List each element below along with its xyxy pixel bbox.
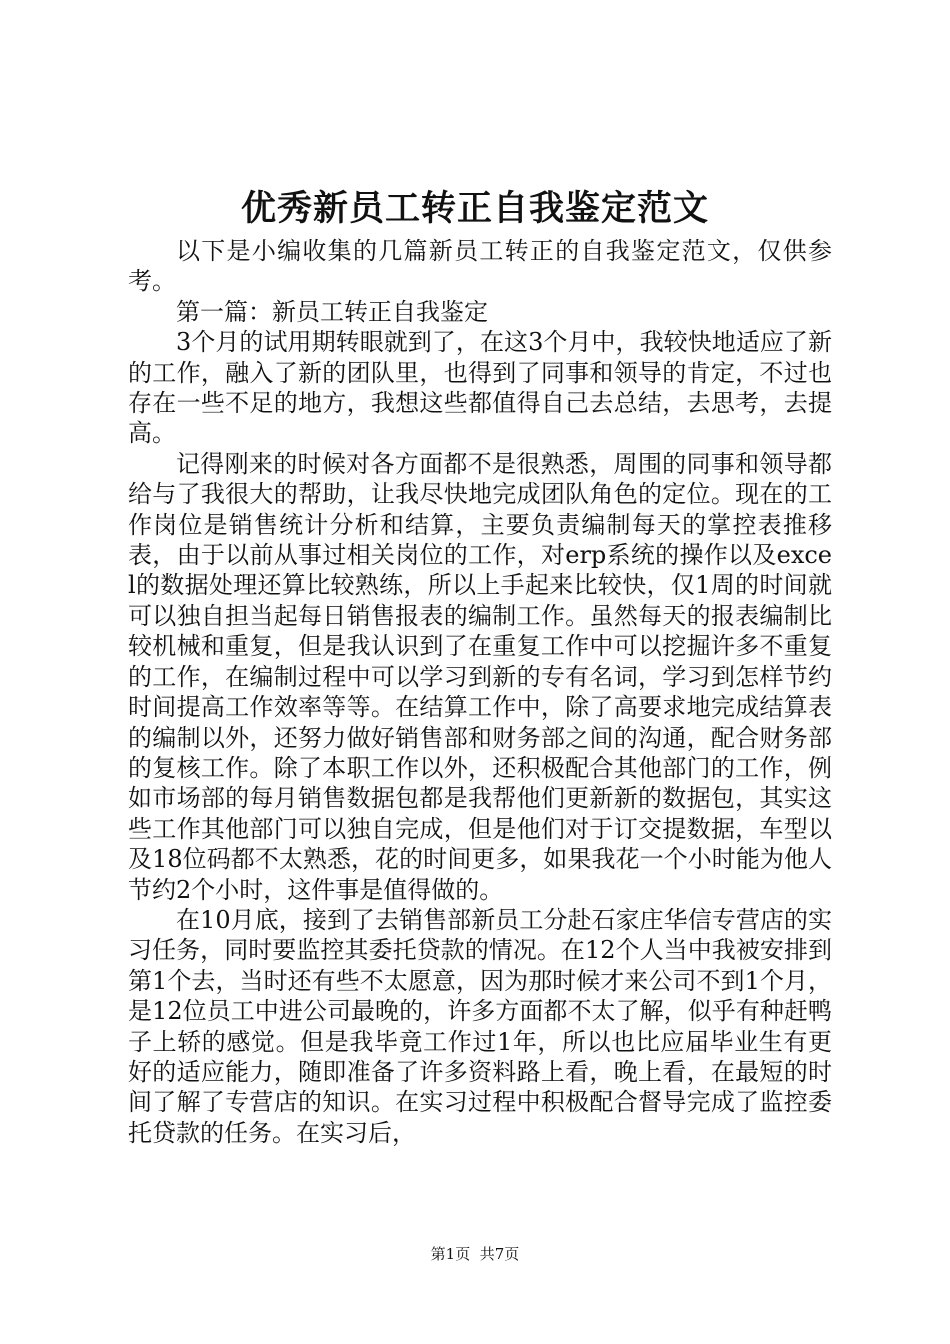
page-footer (0, 1244, 950, 1264)
document-title: 优秀新员工转正自我鉴定范文 (240, 189, 709, 229)
total-pages: 共7页 (479, 1245, 520, 1263)
document-body (128, 236, 832, 1148)
body-paragraph: 在10月底，接到了去销售部新员工分赴石家庄华信专营店的实习任务，同时要监控其委托贷款的情况。在12个人当中我被安排到第1个去，当时还有些不太愿意，因为那时候才来公司不到1个月，是12位员工中进公司最晚的，许多方面都不太了解，似乎有种赶鸭子上轿的感觉。但是我毕竟工作过1年，所以也比应届毕业生有更好的适应能力，随即准备了许多资料路上看，晚上看，在最短的时间了解了专营店的知识。在实习过程中积极配合督导完成了监控委托贷款的任务。在实习后， (128, 905, 832, 1147)
intro-paragraph: 以下是小编收集的几篇新员工转正的自我鉴定范文，仅供参考。 (128, 237, 832, 296)
section-heading: 第一篇：新员工转正自我鉴定 (176, 297, 488, 326)
body-paragraph: 记得刚来的时候对各方面都不是很熟悉，周围的同事和领导都给与了我很大的帮助，让我尽快地完成团队角色的定位。现在的工作岗位是销售统计分析和结算，主要负责编制每天的掌控表推移表，由于以前从事过相关岗位的工作，对erp系统的操作以及excel的数据处理还算比较熟练，所以上手起来比较快，仅1周的时间就可以独自担当起每日销售报表的编制工作。虽然每天的报表编制比较机械和重复，但是我认识到了在重复工作中可以挖掘许多不重复的工作，在编制过程中可以学习到新的专有名词，学习到怎样节约时间提高工作效率等等。在结算工作中，除了高要求地完成结算表的编制以外，还努力做好销售部和财务部之间的沟通，配合财务部的复核工作。除了本职工作以外，还积极配合其他部门的工作，例如市场部的每月销售数据包都是我帮他们更新新的数据包，其实这些工作其他部门可以独自完成，但是他们对于订交提数据，车型以及18位码都不太熟悉，花的时间更多，如果我花一个小时能为他人节约2个小时，这件事是值得做的。 (128, 449, 832, 904)
page-number: 第1页 (430, 1245, 471, 1263)
body-paragraph: 3个月的试用期转眼就到了，在这3个月中，我较快地适应了新的工作，融入了新的团队里，也得到了同事和领导的肯定，不过也存在一些不足的地方，我想这些都值得自己去总结，去思考，去提高。 (128, 328, 832, 448)
